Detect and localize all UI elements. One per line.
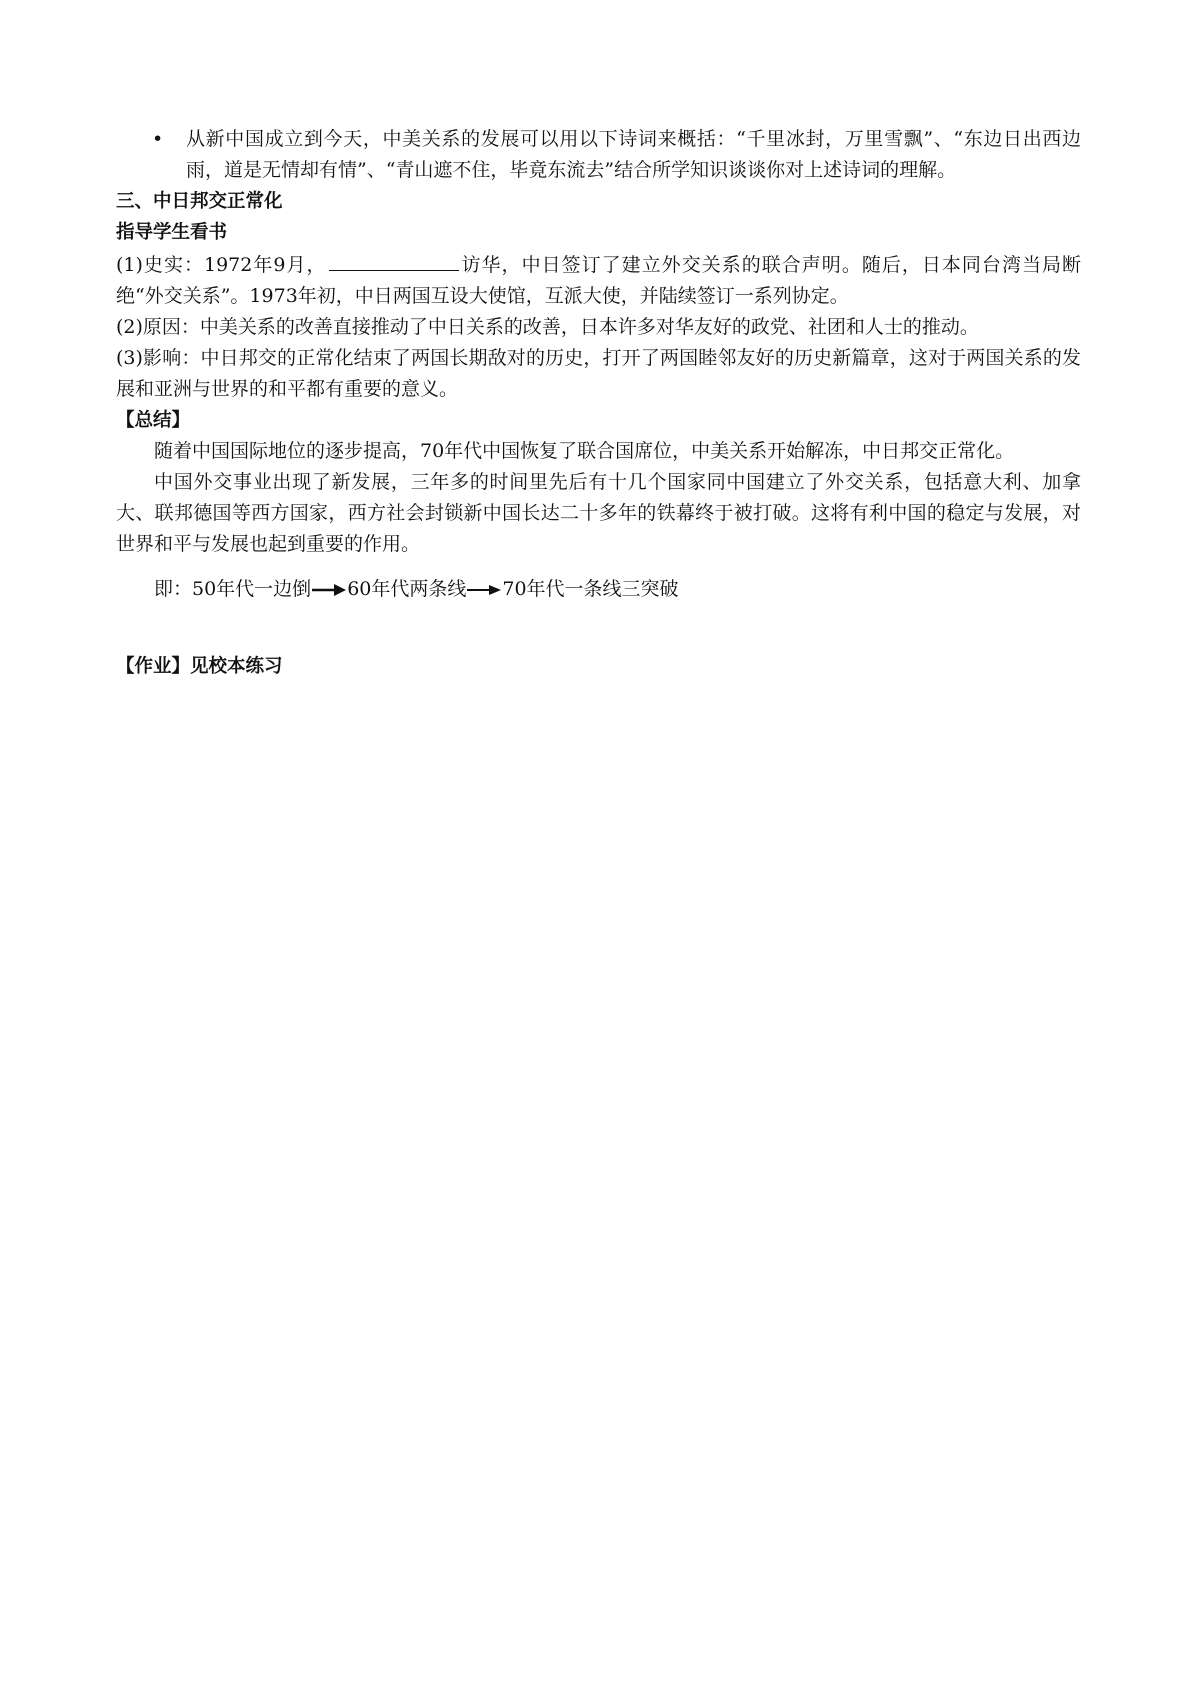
fact-prefix: (1)史实：1972年9月， — [116, 254, 327, 276]
summary-heading: 【总结】 — [116, 410, 191, 431]
document-page — [116, 124, 1081, 682]
right-arrow-icon — [312, 583, 346, 597]
flow-step-3: 70年代一条线三突破 — [502, 578, 679, 600]
fact-suffix: 访华，中日签订了建立外交关系的联合声明。随后，日本同台湾当局断绝“外交关系”。1973年初，中日两国互设大使馆，互派大使，并陆续签订一系列协定。 — [116, 254, 1081, 307]
section-heading: 三、中日邦交正常化 — [116, 191, 283, 212]
fill-in-blank — [329, 248, 459, 271]
discussion-bullet — [116, 124, 1081, 186]
bullet-text: 从新中国成立到今天，中美关系的发展可以用以下诗词来概括：“千里冰封，万里雪飘”、“东边日出西边雨，道是无情却有情”、“青山遮不住，毕竟东流去”结合所学知识谈谈你对上述诗词的理解。 — [186, 128, 1081, 181]
reason-paragraph: (2)原因：中美关系的改善直接推动了中日关系的改善，日本许多对华友好的政党、社团和人士的推动。 — [116, 316, 979, 338]
summary-paragraph-1: 随着中国国际地位的逐步提高，70年代中国恢复了联合国席位，中美关系开始解冻，中日邦交正常化。 — [154, 440, 1015, 462]
right-arrow-icon — [467, 583, 501, 597]
summary-paragraph-2: 中国外交事业出现了新发展，三年多的时间里先后有十几个国家同中国建立了外交关系，包括意大利、加拿大、联邦德国等西方国家，西方社会封锁新中国长达二十多年的铁幕终于被打破。这将有利中国的稳定与发展，对世界和平与发展也起到重要的作用。 — [116, 471, 1081, 555]
diplomacy-flow — [116, 574, 1081, 605]
subheading: 指导学生看书 — [116, 222, 228, 243]
homework-line: 【作业】见校本练习 — [116, 656, 283, 677]
bullet-mark: • — [152, 128, 164, 150]
flow-step-1: 即：50年代一边倒 — [154, 578, 312, 600]
flow-step-2: 60年代两条线 — [347, 578, 467, 600]
fact-paragraph — [116, 248, 1081, 312]
impact-paragraph: (3)影响：中日邦交的正常化结束了两国长期敌对的历史，打开了两国睦邻友好的历史新篇章，这对于两国关系的发展和亚洲与世界的和平都有重要的意义。 — [116, 347, 1081, 400]
